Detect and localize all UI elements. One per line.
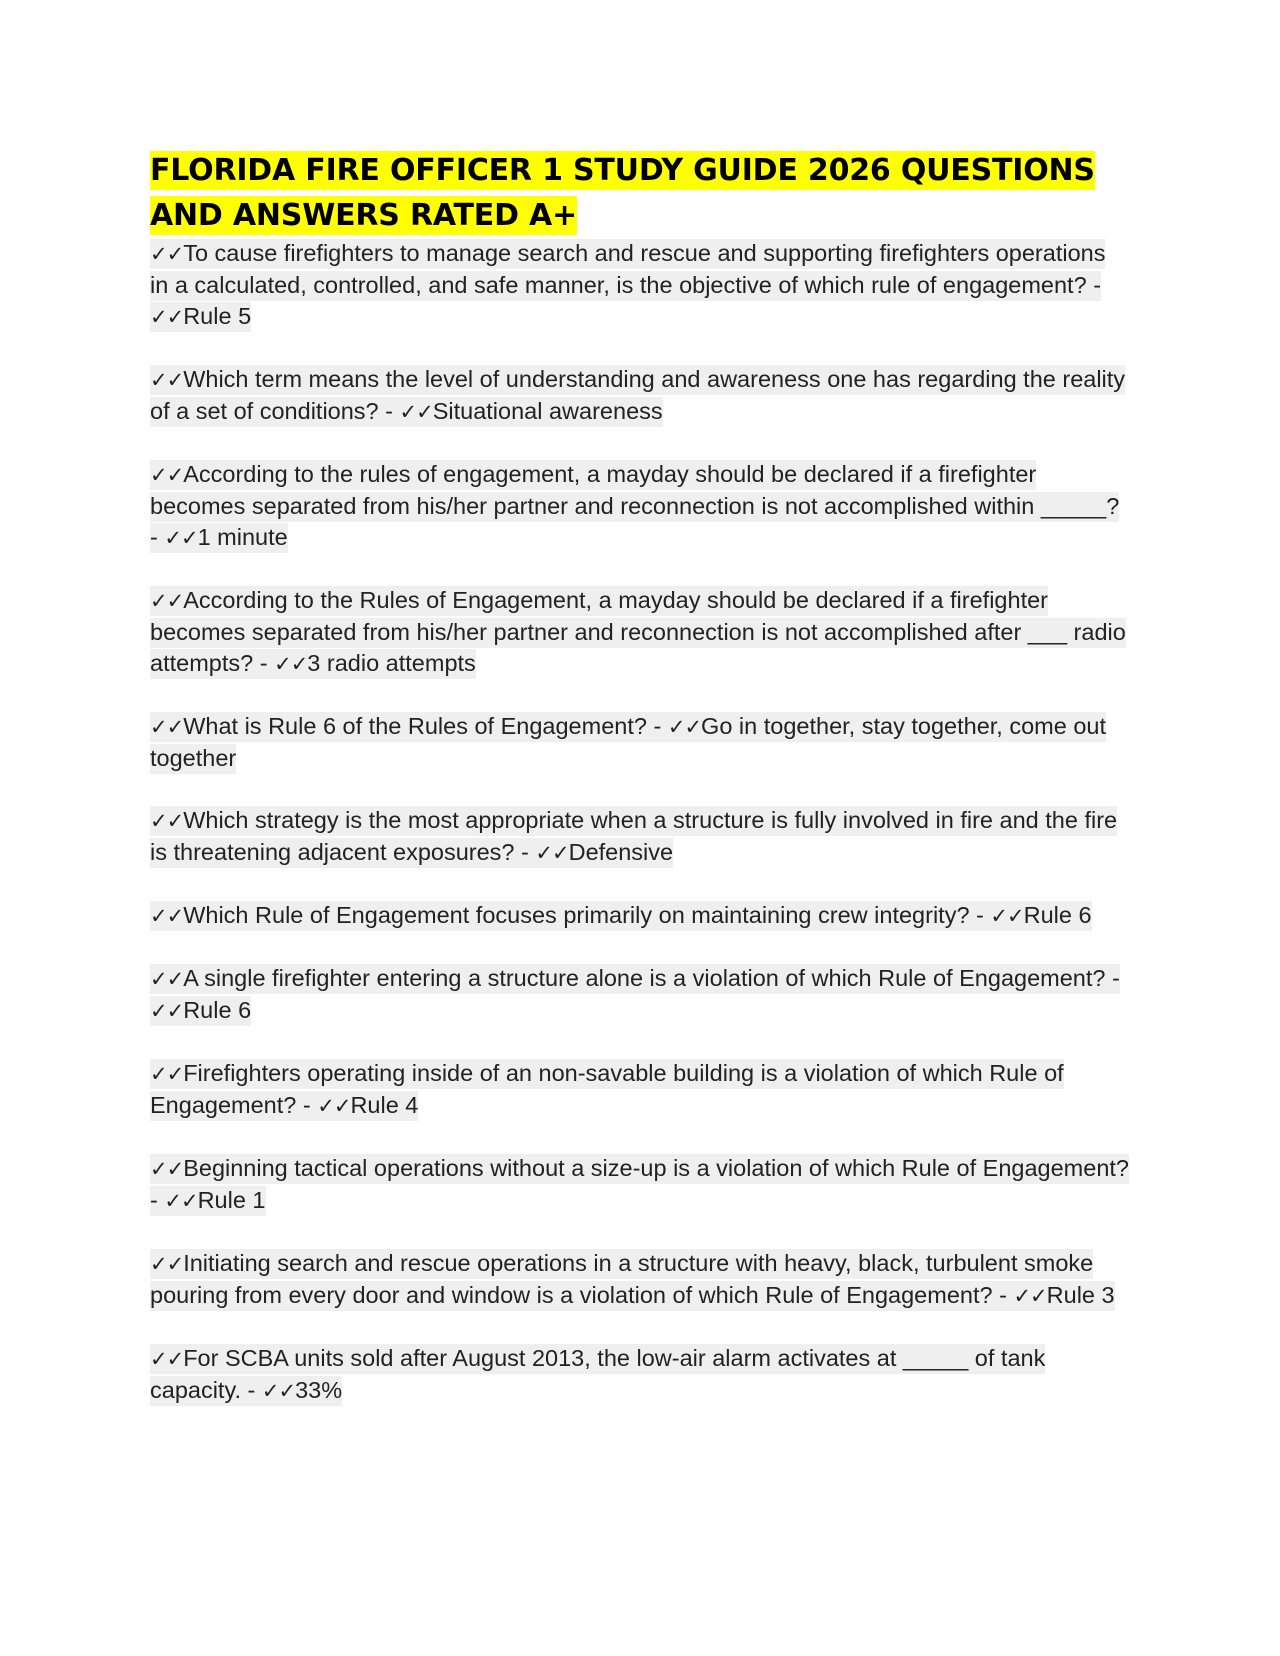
separator: - (1105, 965, 1120, 991)
document-content (150, 148, 1130, 1438)
question-text: According to the Rules of Engagement, a mayday should be declared if a firefighter becomes separated from his/her partner and reconnection is not accomplished after ___ radio attempts? (150, 587, 1126, 676)
double-check-icon: ✓✓ (150, 463, 184, 487)
qa-text (150, 1059, 1064, 1121)
separator: - (646, 713, 668, 739)
answer-text: Situational awareness (432, 398, 663, 424)
question-text: Beginning tactical operations without a size-up is a violation of which Rule of Engagement? (183, 1155, 1129, 1181)
separator: - (514, 839, 536, 865)
answer-text: Go in together, stay together, come out together (150, 713, 1107, 771)
question-text: A single firefighter entering a structure alone is a violation of which Rule of Engagement? (183, 965, 1106, 991)
qa-item (150, 711, 1130, 774)
answer-text: Rule 6 (1023, 902, 1092, 928)
separator: - (241, 1377, 262, 1403)
qa-item (150, 1343, 1130, 1407)
qa-item (150, 963, 1130, 1027)
double-check-icon: ✓✓ (164, 526, 198, 550)
double-check-icon: ✓✓ (150, 1062, 184, 1086)
document-title (150, 148, 1130, 238)
double-check-icon: ✓✓ (317, 1094, 351, 1118)
separator: - (253, 650, 275, 676)
double-check-icon: ✓✓ (261, 1379, 296, 1403)
double-check-icon: ✓✓ (1013, 1284, 1047, 1308)
question-text: For SCBA units sold after August 2013, the low-air alarm activates at _____ of tank capacity. (150, 1345, 1046, 1403)
answer-text: Rule 4 (350, 1092, 419, 1118)
double-check-icon: ✓✓ (667, 715, 702, 739)
question-text: Which strategy is the most appropriate when a structure is fully involved in fire and the fire is threatening adjacent exposures? (150, 807, 1118, 865)
double-check-icon: ✓✓ (150, 1157, 184, 1181)
qa-item (150, 1058, 1130, 1122)
double-check-icon: ✓✓ (150, 589, 184, 613)
qa-list (150, 238, 1130, 1407)
qa-text (150, 964, 1120, 1026)
qa-text (150, 1344, 1045, 1406)
qa-text (150, 901, 1092, 931)
double-check-icon: ✓✓ (150, 305, 184, 329)
double-check-icon: ✓✓ (990, 904, 1024, 928)
separator: - (296, 1092, 318, 1118)
question-text: Which term means the level of understanding and awareness one has regarding the reality of a set of conditions? (150, 366, 1126, 424)
question-text: To cause firefighters to manage search and rescue and supporting firefighters operations in a calculated, controlled, and safe manner, is the objective of which rule of engagement? (150, 240, 1106, 298)
qa-text (150, 460, 1119, 553)
qa-text (150, 1154, 1129, 1216)
double-check-icon: ✓✓ (150, 967, 184, 991)
question-text: Firefighters operating inside of an non-savable building is a violation of which Rule of Engagement? (150, 1060, 1064, 1118)
question-text: What is Rule 6 of the Rules of Engagement? (183, 713, 647, 739)
qa-item (150, 900, 1130, 932)
double-check-icon: ✓✓ (150, 1347, 184, 1371)
answer-text: Rule 1 (197, 1187, 266, 1213)
qa-item (150, 585, 1130, 680)
qa-text (150, 712, 1106, 774)
qa-item (150, 459, 1130, 554)
qa-item (150, 805, 1130, 869)
answer-text: 3 radio attempts (307, 650, 476, 676)
double-check-icon: ✓✓ (150, 715, 184, 739)
double-check-icon: ✓✓ (150, 242, 184, 266)
double-check-icon: ✓✓ (150, 904, 184, 928)
double-check-icon: ✓✓ (164, 1189, 198, 1213)
double-check-icon: ✓✓ (150, 1252, 184, 1276)
answer-text: 1 minute (197, 524, 288, 550)
double-check-icon: ✓✓ (150, 809, 184, 833)
answer-text: Defensive (568, 839, 674, 865)
separator: - (1086, 272, 1102, 298)
separator: - (969, 902, 991, 928)
qa-text (150, 586, 1126, 679)
answer-text: 33% (295, 1377, 343, 1403)
question-text: According to the rules of engagement, a mayday should be declared if a firefighter becomes separated from his/her partner and reconnection is not accomplished within _____? (150, 461, 1120, 519)
separator: - (378, 398, 400, 424)
qa-text (150, 365, 1125, 427)
double-check-icon: ✓✓ (150, 999, 184, 1023)
double-check-icon: ✓✓ (150, 368, 184, 392)
qa-item (150, 1248, 1130, 1312)
qa-item (150, 364, 1130, 428)
double-check-icon: ✓✓ (399, 400, 433, 424)
answer-text: Rule 6 (183, 997, 252, 1023)
question-text: Which Rule of Engagement focuses primarily on maintaining crew integrity? (183, 902, 970, 928)
qa-item (150, 1153, 1130, 1217)
qa-text (150, 239, 1105, 332)
separator: - (150, 524, 165, 550)
double-check-icon: ✓✓ (535, 841, 569, 865)
separator: - (992, 1282, 1014, 1308)
qa-text (150, 1249, 1115, 1311)
double-check-icon: ✓✓ (274, 652, 308, 676)
qa-item (150, 238, 1130, 333)
separator: - (150, 1187, 165, 1213)
answer-text: Rule 5 (183, 303, 252, 329)
document-title-text: FLORIDA FIRE OFFICER 1 STUDY GUIDE 2026 QUESTIONS AND ANSWERS RATED A+ (150, 153, 1095, 233)
answer-text: Rule 3 (1046, 1282, 1115, 1308)
question-text: Initiating search and rescue operations in a structure with heavy, black, turbulent smoke pouring from every door and window is a violation of which Rule of Engagement? (150, 1250, 1094, 1308)
qa-text (150, 806, 1117, 868)
